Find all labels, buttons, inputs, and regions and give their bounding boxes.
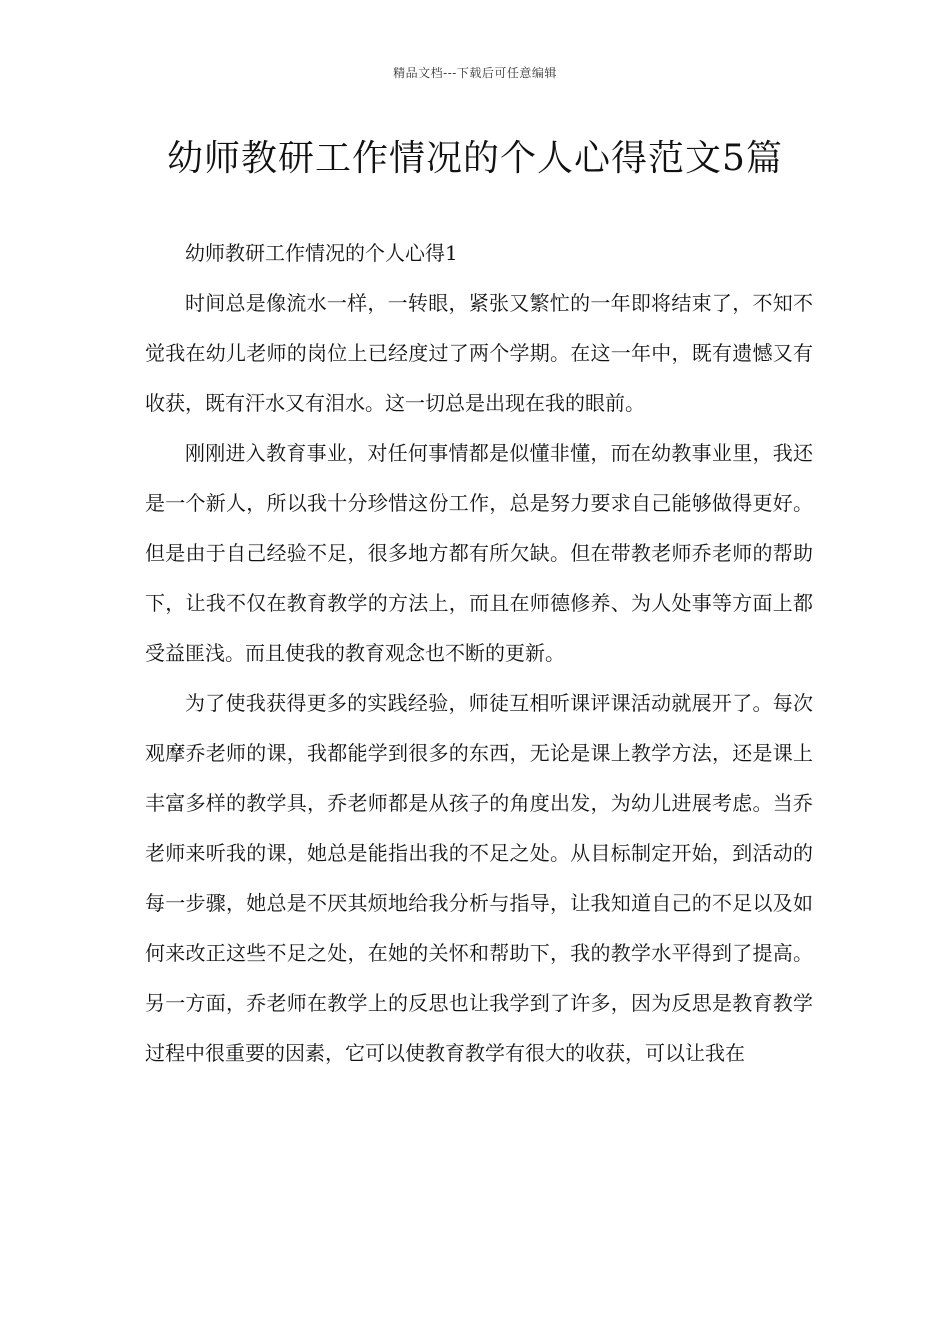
header-note: 精品文档---下载后可任意编辑 (393, 66, 557, 80)
document-body (145, 228, 813, 1078)
paragraph: 刚刚进入教育事业，对任何事情都是似懂非懂，而在幼教事业里，我还是一个新人，所以我十分珍惜这份工作，总是努力要求自己能够做得更好。但是由于自己经验不足，很多地方都有所欠缺。但在带教老师乔老师的帮助下，让我不仅在教育教学的方法上，而且在师德修养、为人处事等方面上都受益匪浅。而且使我的教育观念也不断的更新。 (145, 441, 813, 665)
paragraph: 为了使我获得更多的实践经验，师徒互相听课评课活动就展开了。每次观摩乔老师的课，我都能学到很多的东西，无论是课上教学方法，还是课上丰富多样的教学具，乔老师都是从孩子的角度出发，为幼儿进展考虑。当乔老师来听我的课，她总是能指出我的不足之处。从目标制定开始，到活动的每一步骤，她总是不厌其烦地给我分析与指导，让我知道自己的不足以及如何来改正这些不足之处，在她的关怀和帮助下，我的教学水平得到了提高。另一方面，乔老师在教学上的反思也让我学到了许多，因为反思是教育教学过程中很重要的因素，它可以使教育教学有很大的收获，可以让我在 (145, 691, 813, 1065)
section-heading: 幼师教研工作情况的个人心得1 (185, 241, 458, 265)
document-title: 幼师教研工作情况的个人心得范文5篇 (167, 138, 783, 179)
paragraph: 时间总是像流水一样，一转眼，紧张又繁忙的一年即将结束了，不知不觉我在幼儿老师的岗位上已经度过了两个学期。在这一年中，既有遗憾又有收获，既有汗水又有泪水。这一切总是出现在我的眼前。 (145, 291, 813, 415)
